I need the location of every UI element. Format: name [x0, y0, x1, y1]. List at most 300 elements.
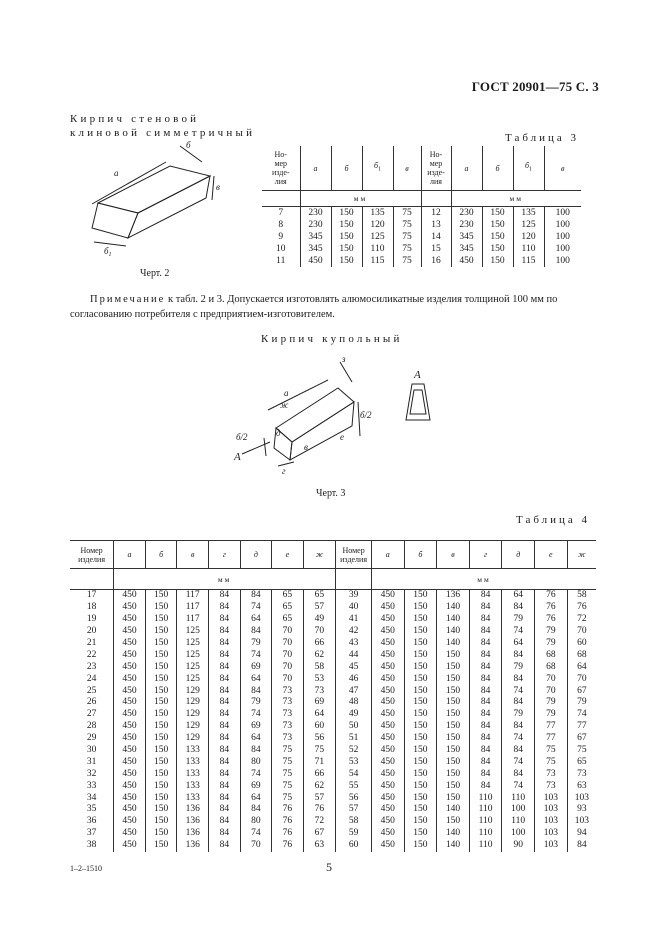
table-cell: 129 [177, 721, 209, 733]
table-cell: 84 [209, 721, 241, 733]
table-cell: 77 [535, 733, 568, 745]
table-cell: 450 [371, 697, 404, 709]
table-cell: 30 [86, 745, 97, 756]
table-cell: 21 [86, 638, 97, 648]
table-cell: 103 [567, 816, 596, 828]
table-cell: 79 [535, 626, 568, 638]
note-text-1: к табл. 2 и 3. Допускается изготовлять алюмосиликатные изделия толщиной 100 мм по [165, 294, 558, 305]
table-cell: 79 [535, 697, 568, 709]
table-cell: 84 [469, 780, 502, 792]
table-cell: 84 [209, 816, 241, 828]
table-cell: 150 [404, 768, 437, 780]
table-cell: 150 [404, 816, 437, 828]
table-cell: 84 [502, 649, 535, 661]
table-cell: 150 [145, 768, 177, 780]
table-cell: 125 [177, 673, 209, 685]
document-header: ГОСТ 20901—75 С. 3 [471, 79, 599, 94]
header-col-v: в [177, 541, 209, 569]
table-cell: 150 [145, 780, 177, 792]
table-cell: 50 [336, 721, 372, 733]
dome-brick-section [406, 384, 430, 420]
table-cell: 84 [209, 745, 241, 757]
table-row [70, 638, 596, 650]
table-cell: 32 [86, 768, 97, 779]
table-row [70, 590, 596, 602]
dim-a [268, 380, 328, 410]
table-cell: 52 [336, 745, 372, 757]
table-cell: 34 [86, 792, 97, 803]
table-cell: 150 [404, 733, 437, 745]
table-row [70, 804, 596, 816]
table-cell: 150 [145, 602, 177, 614]
table-cell: 450 [114, 602, 146, 614]
table-row: 7 230 150 135 75 12 230 150 135 100 [262, 207, 581, 220]
table-cell: 150 [437, 756, 470, 768]
table-row: 9 345 150 125 75 14 345 150 120 100 [262, 231, 581, 243]
table-cell: 84 [209, 780, 241, 792]
table-cell: 450 [371, 626, 404, 638]
table-cell: 70 [535, 685, 568, 697]
table-cell: 93 [567, 804, 596, 816]
table-cell: 84 [209, 673, 241, 685]
table-cell: 110 [469, 804, 502, 816]
table-row [70, 661, 596, 673]
table-cell: 84 [469, 768, 502, 780]
table-cell: 150 [145, 649, 177, 661]
table-cell: 136 [177, 828, 209, 840]
table-cell: 74 [502, 733, 535, 745]
table-cell: 68 [535, 649, 568, 661]
header-col-a: а [114, 541, 146, 569]
note-line-1 [90, 292, 610, 307]
section-title-dome-brick: Кирпич купольный [261, 333, 403, 345]
header-col-e-2: е [535, 541, 568, 569]
table-cell: 64 [240, 673, 272, 685]
table-cell: 150 [437, 721, 470, 733]
table-cell: 67 [567, 733, 596, 745]
table-cell: 27 [86, 709, 97, 720]
units-label-left: мм [114, 569, 336, 590]
table-cell: 63 [303, 840, 336, 852]
table-cell: 75 [535, 756, 568, 768]
table-row [70, 768, 596, 780]
table-cell: 450 [114, 709, 146, 721]
table-cell: 84 [209, 638, 241, 650]
header-b1-right: $б_1$ [513, 146, 544, 191]
header-num-left: Номер изделия [70, 541, 114, 569]
table-cell: 84 [469, 626, 502, 638]
table-cell: 450 [371, 780, 404, 792]
table-cell: 450 [114, 697, 146, 709]
table-cell: 140 [437, 602, 470, 614]
header-col-g-2: г [469, 541, 502, 569]
table-cell: 136 [177, 816, 209, 828]
section-title-line-1: Кирпич стеновой [70, 113, 200, 125]
table-cell: 70 [567, 626, 596, 638]
table-cell: 75 [272, 768, 304, 780]
table-cell: 64 [502, 638, 535, 650]
table-cell: 150 [145, 614, 177, 626]
table-cell: 49 [336, 709, 372, 721]
table-cell: 450 [371, 840, 404, 852]
table-cell: 150 [437, 780, 470, 792]
table-cell: 77 [535, 721, 568, 733]
brick-side-face [128, 176, 210, 238]
table-cell: 140 [437, 840, 470, 852]
table-row [70, 721, 596, 733]
fig3-label-b2-left: б/2 [236, 432, 248, 442]
table-cell: 150 [404, 780, 437, 792]
table-cell: 65 [272, 590, 304, 602]
table-cell: 84 [469, 756, 502, 768]
table-cell: 84 [469, 721, 502, 733]
table-row [70, 685, 596, 697]
table-cell: 84 [469, 697, 502, 709]
table-cell: 450 [114, 685, 146, 697]
table-cell: 37 [86, 828, 97, 839]
table-cell: 47 [336, 685, 372, 697]
table-cell: 150 [145, 816, 177, 828]
table-cell: 84 [209, 804, 241, 816]
table-cell: 450 [114, 638, 146, 650]
table-cell: 133 [177, 756, 209, 768]
dimension-line-b1 [94, 242, 126, 246]
label-a: а [114, 168, 119, 178]
table-cell: 63 [567, 780, 596, 792]
table-cell: 125 [177, 626, 209, 638]
table-cell: 75 [272, 756, 304, 768]
table-cell: 74 [502, 780, 535, 792]
table-cell: 84 [469, 709, 502, 721]
table-cell: 450 [371, 685, 404, 697]
table-cell: 450 [114, 768, 146, 780]
table-cell: 72 [303, 816, 336, 828]
table-cell: 84 [502, 721, 535, 733]
table-cell: 150 [404, 626, 437, 638]
table-cell: 450 [114, 673, 146, 685]
table-cell: 117 [177, 602, 209, 614]
table-cell: 103 [535, 828, 568, 840]
table-cell: 18 [86, 602, 97, 613]
table-cell: 150 [404, 638, 437, 650]
table-cell: 75 [272, 745, 304, 757]
table-cell: 84 [469, 590, 502, 602]
table-cell: 59 [336, 828, 372, 840]
table-3-units-row [262, 191, 581, 207]
table-cell: 73 [303, 685, 336, 697]
table-cell: 64 [567, 661, 596, 673]
table-cell: 150 [145, 685, 177, 697]
table-cell: 110 [469, 828, 502, 840]
table-cell: 84 [209, 733, 241, 745]
table-row: 8 230 150 120 75 13 230 150 125 100 [262, 219, 581, 231]
table-cell: 450 [371, 638, 404, 650]
dimension-line-a [92, 162, 166, 204]
table-cell: 450 [114, 745, 146, 757]
table-cell: 84 [469, 673, 502, 685]
table-cell: 450 [114, 661, 146, 673]
table-cell: 69 [240, 721, 272, 733]
table-cell: 70 [240, 840, 272, 852]
table-cell: 450 [371, 614, 404, 626]
figure-2-wedge-brick-drawing [70, 138, 240, 258]
table-cell: 150 [404, 709, 437, 721]
header-col-d-2: д [502, 541, 535, 569]
table-cell: 64 [240, 614, 272, 626]
table-cell: 150 [145, 733, 177, 745]
table-cell: 62 [303, 649, 336, 661]
table-cell: 450 [371, 602, 404, 614]
table-cell: 450 [371, 733, 404, 745]
table-cell: 150 [404, 828, 437, 840]
table-cell: 74 [240, 828, 272, 840]
table-cell: 129 [177, 685, 209, 697]
table-cell: 450 [371, 792, 404, 804]
header-a-left: а [300, 146, 331, 191]
table-cell: 450 [114, 840, 146, 852]
table-cell: 76 [567, 602, 596, 614]
table-cell: 68 [535, 661, 568, 673]
dim-b2-left [264, 438, 266, 456]
table-cell: 450 [371, 828, 404, 840]
table-cell: 129 [177, 709, 209, 721]
units-label-right: мм [451, 191, 581, 207]
table-cell: 129 [177, 733, 209, 745]
table-cell: 84 [469, 661, 502, 673]
table-cell: 150 [404, 602, 437, 614]
table-cell: 74 [240, 709, 272, 721]
table-cell: 133 [177, 780, 209, 792]
table-cell: 41 [336, 614, 372, 626]
table-cell: 150 [404, 804, 437, 816]
table-cell: 150 [404, 840, 437, 852]
table-cell: 103 [535, 792, 568, 804]
table-cell: 84 [502, 745, 535, 757]
table-cell: 110 [502, 792, 535, 804]
table-3-caption: Таблица 3 [505, 132, 580, 144]
table-cell: 75 [272, 792, 304, 804]
table-cell: 150 [145, 638, 177, 650]
table-cell: 75 [303, 745, 336, 757]
figure-3-caption: Черт. 3 [316, 488, 346, 499]
table-cell: 76 [535, 614, 568, 626]
table-cell: 117 [177, 590, 209, 602]
table-cell: 84 [209, 602, 241, 614]
table-cell: 84 [209, 792, 241, 804]
fig3-label-a: а [284, 388, 289, 398]
table-cell: 450 [114, 828, 146, 840]
table-cell: 84 [209, 840, 241, 852]
table-cell: 84 [469, 638, 502, 650]
table-row [70, 673, 596, 685]
header-v-right: в [544, 146, 581, 191]
table-row [70, 649, 596, 661]
table-cell: 66 [303, 638, 336, 650]
table-row [70, 614, 596, 626]
table-cell: 129 [177, 697, 209, 709]
header-col-e: е [272, 541, 304, 569]
table-cell: 66 [303, 768, 336, 780]
table-cell: 55 [336, 780, 372, 792]
table-row: 10 345 150 110 75 15 345 150 110 100 [262, 243, 581, 255]
table-cell: 103 [535, 804, 568, 816]
header-col-b-2: б [404, 541, 437, 569]
table-cell: 74 [567, 709, 596, 721]
table-cell: 74 [240, 768, 272, 780]
table-cell: 450 [114, 649, 146, 661]
header-col-a-2: а [371, 541, 404, 569]
fig3-label-A-section: А [414, 369, 421, 381]
table-cell: 53 [303, 673, 336, 685]
table-cell: 57 [336, 804, 372, 816]
header-col-b: б [145, 541, 177, 569]
table-cell: 150 [404, 756, 437, 768]
table-cell: 46 [336, 673, 372, 685]
table-cell: 29 [86, 733, 97, 744]
table-cell: 140 [437, 614, 470, 626]
table-cell: 150 [145, 840, 177, 852]
table-cell: 64 [240, 733, 272, 745]
table-row [70, 602, 596, 614]
table-cell: 84 [240, 804, 272, 816]
table-cell: 79 [502, 661, 535, 673]
table-cell: 150 [437, 709, 470, 721]
table-cell: 48 [336, 697, 372, 709]
table-cell: 84 [240, 745, 272, 757]
table-cell: 150 [404, 590, 437, 602]
table-cell: 150 [437, 649, 470, 661]
dimension-line-v [212, 176, 214, 200]
table-cell: 150 [437, 745, 470, 757]
dim-g [278, 462, 294, 466]
fig3-label-b2-right: б/2 [360, 410, 372, 420]
table-cell: 450 [114, 733, 146, 745]
table-cell: 71 [303, 756, 336, 768]
table-cell: 136 [177, 804, 209, 816]
table-cell: 450 [114, 721, 146, 733]
dome-brick-side-face [290, 402, 354, 460]
table-cell: 150 [145, 792, 177, 804]
table-cell: 70 [272, 649, 304, 661]
table-cell: 84 [209, 590, 241, 602]
header-col-g: г [209, 541, 241, 569]
table-cell: 56 [336, 792, 372, 804]
table-cell: 84 [502, 697, 535, 709]
table-cell: 84 [502, 673, 535, 685]
table-cell: 125 [177, 649, 209, 661]
brick-front-face [92, 203, 138, 238]
table-cell: 28 [86, 721, 97, 732]
table-cell: 450 [114, 792, 146, 804]
table-cell: 84 [209, 768, 241, 780]
table-cell: 150 [145, 673, 177, 685]
table-row [70, 745, 596, 757]
table-cell: 19 [86, 614, 97, 625]
table-cell: 150 [145, 721, 177, 733]
header-v-left: в [393, 146, 421, 191]
table-cell: 125 [177, 638, 209, 650]
table-cell: 70 [272, 638, 304, 650]
table-cell: 20 [86, 626, 97, 637]
table-cell: 58 [336, 816, 372, 828]
table-cell: 133 [177, 792, 209, 804]
table-cell: 60 [336, 840, 372, 852]
table-cell: 72 [567, 614, 596, 626]
table-cell: 103 [567, 792, 596, 804]
table-cell: 103 [535, 816, 568, 828]
table-cell: 79 [567, 697, 596, 709]
table-cell: 76 [535, 602, 568, 614]
table-cell: 76 [272, 816, 304, 828]
fig3-label-e: е [340, 432, 344, 442]
table-cell: 125 [177, 661, 209, 673]
table-cell: 84 [240, 685, 272, 697]
table-row [70, 840, 596, 852]
table-cell: 450 [114, 614, 146, 626]
dim-z [340, 362, 352, 382]
table-cell: 450 [371, 590, 404, 602]
note-lead: Примечание [90, 294, 166, 305]
header-col-zh: ж [303, 541, 336, 569]
table-cell: 73 [272, 697, 304, 709]
section-title-line-2: клиновой симметричный [70, 127, 256, 139]
table-cell: 150 [404, 661, 437, 673]
footer-code: 1–2–1510 [70, 864, 102, 873]
table-cell: 100 [502, 828, 535, 840]
table-cell: 73 [272, 721, 304, 733]
table-cell: 450 [114, 590, 146, 602]
table-4 [70, 540, 596, 852]
table-cell: 84 [502, 602, 535, 614]
table-cell: 76 [272, 804, 304, 816]
table-cell: 22 [86, 649, 97, 660]
table-cell: 40 [336, 602, 372, 614]
table-cell: 140 [437, 828, 470, 840]
table-cell: 133 [177, 768, 209, 780]
table-cell: 25 [86, 685, 97, 696]
fig3-label-d: д [276, 428, 281, 438]
table-cell: 36 [86, 816, 97, 827]
table-cell: 76 [272, 828, 304, 840]
table-cell: 39 [336, 590, 372, 602]
table-cell: 79 [240, 638, 272, 650]
table-cell: 450 [114, 626, 146, 638]
table-cell: 69 [240, 780, 272, 792]
header-num-right: Номер изделия [336, 541, 372, 569]
note-text-2: согласованию потребителя с предприятием-изготовителем. [70, 309, 335, 320]
table-cell: 79 [502, 614, 535, 626]
table-cell: 79 [502, 709, 535, 721]
table-cell: 84 [469, 733, 502, 745]
fig3-label-g: г [282, 466, 286, 475]
table-cell: 74 [240, 602, 272, 614]
section-title-wedge-brick [70, 112, 255, 140]
table-cell: 84 [209, 685, 241, 697]
table-cell: 450 [371, 649, 404, 661]
label-v: в [216, 182, 220, 192]
table-cell: 45 [336, 661, 372, 673]
table-cell: 450 [114, 780, 146, 792]
figure-2-caption: Черт. 2 [140, 268, 170, 279]
table-cell: 24 [86, 673, 97, 684]
table-cell: 450 [371, 661, 404, 673]
table-cell: 84 [469, 614, 502, 626]
table-cell: 74 [502, 626, 535, 638]
table-cell: 84 [209, 626, 241, 638]
table-cell: 450 [114, 756, 146, 768]
table-cell: 84 [240, 626, 272, 638]
table-cell: 23 [86, 661, 97, 672]
